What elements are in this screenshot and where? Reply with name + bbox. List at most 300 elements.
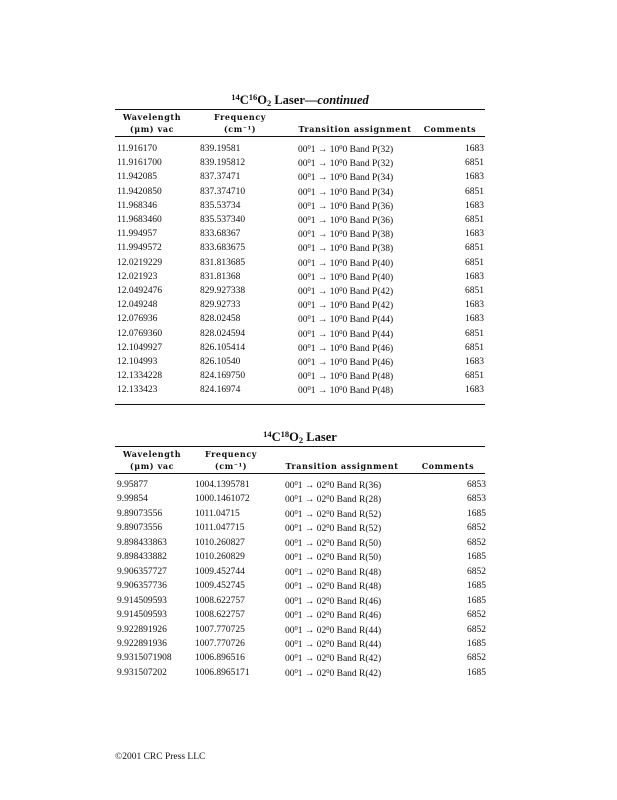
transition-part: 00 <box>298 145 308 155</box>
frequency-cell: 828.02458 <box>200 314 241 325</box>
transition-part: 00 <box>285 611 295 622</box>
transition-part: 1 → 10 <box>310 287 340 297</box>
transition-part: 0 <box>326 508 330 516</box>
table-row <box>0 538 617 552</box>
transition-part: 0 Band R(48) <box>329 567 382 578</box>
table-row <box>0 144 617 158</box>
wavelength-cell: 9.931507202 <box>117 667 167 678</box>
frequency-cell: 835.537340 <box>200 215 246 225</box>
transition-part: 0 <box>307 257 311 265</box>
transition-part: 1 → 02 <box>297 567 327 578</box>
transition-part: 1 → 10 <box>310 329 340 340</box>
transition-part: 00 <box>285 567 295 578</box>
transition-part: 00 <box>298 258 308 269</box>
transition-part: 0 <box>339 271 343 279</box>
comments-cell: 1683 <box>465 314 484 325</box>
transition-part: 0 Band P(42) <box>342 287 394 297</box>
table-row <box>0 610 617 624</box>
transition-part: 0 Band P(36) <box>342 216 394 226</box>
transition-part: 0 <box>294 494 298 502</box>
table-row <box>0 158 617 172</box>
transition-part: 1 → 10 <box>310 216 340 226</box>
comments-cell: 6851 <box>465 328 484 339</box>
header-text: (cm⁻¹) <box>223 124 257 134</box>
comments-cell: 1683 <box>465 144 484 154</box>
title-part: C <box>239 93 249 107</box>
wavelength-cell: 12.0492476 <box>117 286 163 296</box>
table-row <box>0 385 617 399</box>
transition-part: 0 <box>307 229 311 237</box>
title-part: 18 <box>280 429 290 439</box>
transition-part: 0 <box>294 523 298 531</box>
transition-part: 0 <box>307 342 311 350</box>
transition-cell <box>285 494 381 505</box>
transition-part: 0 <box>326 480 330 487</box>
frequency-cell: 1011.047715 <box>195 523 245 534</box>
frequency-cell: 1011.04715 <box>195 508 240 519</box>
table-row <box>0 639 617 653</box>
frequency-cell: 1007.770725 <box>195 624 245 635</box>
wavelength-cell: 11.9420850 <box>117 186 162 197</box>
wavelength-cell: 12.1334228 <box>117 371 163 382</box>
frequency-cell: 826.10540 <box>200 357 241 367</box>
wavelength-cell: 9.922891926 <box>117 624 167 635</box>
transition-part: 0 <box>307 385 311 393</box>
wavelength-cell: 12.076936 <box>117 314 158 325</box>
transition-part: 0 <box>326 610 330 618</box>
frequency-cell: 1010.260829 <box>195 552 245 563</box>
table-row <box>0 357 617 371</box>
transition-part: 0 <box>294 624 298 632</box>
transition-part: 0 <box>307 286 311 293</box>
transition-part: 0 <box>326 552 330 560</box>
table-row <box>0 286 617 300</box>
transition-part: 0 <box>307 300 311 308</box>
transition-cell <box>298 144 393 155</box>
comments-cell: 1683 <box>465 300 484 311</box>
table-row <box>0 272 617 286</box>
frequency-cell: 835.53734 <box>200 200 241 211</box>
transition-part: 0 <box>294 653 298 661</box>
wavelength-cell: 9.99854 <box>117 494 148 505</box>
transition-part: 0 Band R(50) <box>329 538 382 549</box>
transition-part: 0 <box>294 537 298 545</box>
transition-part: 0 <box>326 624 330 632</box>
comments-cell: 6853 <box>467 480 486 490</box>
transition-part: 00 <box>285 625 295 636</box>
comments-cell: 1683 <box>465 229 484 240</box>
frequency-cell: 839.195812 <box>200 158 246 169</box>
wavelength-cell: 11.9683460 <box>117 215 162 225</box>
header-text: (μm) vac <box>129 461 175 471</box>
comments-cell: 6851 <box>465 243 484 254</box>
transition-part: 0 Band R(52) <box>329 524 382 535</box>
transition-cell <box>285 625 381 636</box>
transition-part: 0 <box>307 357 311 364</box>
title-part: 14 <box>231 92 240 102</box>
header-wavelength <box>112 448 192 472</box>
wavelength-cell: 9.89073556 <box>117 523 163 534</box>
transition-part: 1 → 02 <box>297 553 327 564</box>
transition-part: 0 Band P(46) <box>342 358 394 368</box>
transition-part: 00 <box>298 315 308 326</box>
frequency-cell: 824.169750 <box>200 371 246 382</box>
bottom-rule <box>115 404 485 405</box>
table-row <box>0 668 617 682</box>
header-text: Wavelength <box>122 449 182 459</box>
transition-part: 1 → 02 <box>297 639 327 650</box>
transition-part: 0 <box>339 158 343 166</box>
transition-part: 0 <box>294 595 298 603</box>
header-transition: Transition assignment <box>285 461 399 471</box>
transition-cell <box>298 158 393 169</box>
wavelength-cell: 9.898433863 <box>117 537 167 548</box>
table-row <box>0 201 617 215</box>
frequency-cell: 829.92733 <box>200 300 241 311</box>
wavelength-cell: 11.968346 <box>117 200 158 211</box>
header-rule <box>115 473 485 474</box>
transition-part: 0 Band R(46) <box>329 611 382 622</box>
comments-cell: 6851 <box>465 286 484 296</box>
comments-cell: 6852 <box>467 523 486 534</box>
comments-cell: 6851 <box>465 215 484 225</box>
table-row <box>0 653 617 667</box>
transition-cell <box>298 243 393 254</box>
transition-part: 1 → 10 <box>310 386 340 397</box>
table-row <box>0 494 617 508</box>
comments-cell: 6851 <box>465 257 484 268</box>
transition-part: 0 Band R(46) <box>329 596 382 607</box>
header-text: (μm) vac <box>129 124 175 134</box>
transition-part: 0 <box>339 200 343 208</box>
transition-part: 0 <box>339 144 343 151</box>
transition-part: 0 <box>294 667 298 675</box>
transition-part: 00 <box>298 230 308 241</box>
transition-part: 0 Band P(38) <box>342 230 394 241</box>
transition-part: 1 → 02 <box>297 611 327 622</box>
table-row <box>0 258 617 272</box>
table-row <box>0 314 617 328</box>
comments-cell: 1685 <box>467 552 486 563</box>
comments-cell: 1685 <box>467 638 486 649</box>
transition-part: 0 <box>339 385 343 393</box>
transition-part: 0 <box>307 200 311 208</box>
frequency-cell: 839.19581 <box>200 144 241 154</box>
transition-part: 0 Band P(40) <box>342 272 394 283</box>
wavelength-cell: 9.95877 <box>117 480 148 490</box>
transition-part: 0 <box>307 314 311 322</box>
transition-part: 0 <box>307 271 311 279</box>
transition-cell <box>285 538 381 549</box>
transition-part: 0 <box>294 581 298 589</box>
transition-part: 1 → 10 <box>310 173 340 184</box>
comments-cell: 1683 <box>465 200 484 211</box>
transition-part: 0 Band R(44) <box>329 639 382 650</box>
frequency-cell: 824.16974 <box>200 385 241 396</box>
transition-part: 1 → 02 <box>297 495 327 506</box>
transition-cell <box>298 172 393 183</box>
transition-part: 1 → 10 <box>310 315 340 326</box>
header-text: (cm⁻¹) <box>214 461 248 471</box>
transition-cell <box>285 480 381 491</box>
comments-cell: 1685 <box>467 595 486 606</box>
transition-cell <box>298 385 393 396</box>
transition-part: 0 <box>307 172 311 180</box>
transition-cell <box>285 567 381 578</box>
transition-part: 0 Band P(36) <box>342 201 394 212</box>
table-row <box>0 552 617 566</box>
transition-part: 0 Band R(52) <box>329 509 382 520</box>
wavelength-cell: 12.0219229 <box>117 257 163 268</box>
transition-part: 0 <box>339 371 343 379</box>
title-part: Laser— <box>271 93 318 107</box>
frequency-cell: 1009.452745 <box>195 581 245 592</box>
table-row <box>0 509 617 523</box>
header-text: Wavelength <box>122 112 182 122</box>
transition-part: 00 <box>298 372 308 383</box>
comments-cell: 1683 <box>465 271 484 282</box>
table-row <box>0 172 617 186</box>
transition-part: 0 Band P(32) <box>342 159 394 170</box>
transition-part: 00 <box>285 538 295 549</box>
transition-part: 0 <box>326 653 330 661</box>
transition-part: 1 → 10 <box>310 201 340 212</box>
transition-cell <box>285 610 381 621</box>
wavelength-cell: 11.994957 <box>117 229 158 240</box>
transition-part: 0 <box>307 371 311 379</box>
table-title <box>115 429 485 445</box>
transition-part: 0 <box>326 537 330 545</box>
transition-part: 0 <box>326 595 330 603</box>
transition-part: 1 → 02 <box>297 524 327 535</box>
transition-part: 0 <box>339 342 343 350</box>
table-row <box>0 523 617 537</box>
top-rule <box>115 446 485 447</box>
transition-part: 0 Band P(46) <box>342 343 394 354</box>
table-row <box>0 229 617 243</box>
transition-part: 00 <box>298 301 308 312</box>
transition-part: 00 <box>298 201 308 212</box>
wavelength-cell: 11.9161700 <box>117 158 162 169</box>
transition-part: 0 <box>339 229 343 237</box>
transition-part: 1 → 10 <box>310 358 340 368</box>
transition-cell <box>298 201 393 212</box>
transition-part: 0 <box>294 552 298 560</box>
frequency-cell: 1004.1395781 <box>195 480 250 490</box>
frequency-cell: 831.81368 <box>200 271 241 282</box>
transition-part: 0 <box>339 257 343 265</box>
frequency-cell: 1010.260827 <box>195 537 245 548</box>
transition-part: 0 <box>294 508 298 516</box>
frequency-cell: 831.813685 <box>200 257 246 268</box>
transition-part: 0 <box>339 172 343 180</box>
title-part: 2 <box>298 435 304 445</box>
transition-cell <box>285 639 381 650</box>
transition-part: 0 Band P(38) <box>342 244 394 255</box>
transition-part: 0 <box>307 186 311 194</box>
frequency-cell: 1007.770726 <box>195 638 245 649</box>
transition-part: 1 → 10 <box>310 272 340 283</box>
transition-part: 00 <box>298 386 308 397</box>
transition-cell <box>285 596 381 607</box>
table-row <box>0 343 617 357</box>
transition-part: 1 → 02 <box>297 481 327 491</box>
frequency-cell: 826.105414 <box>200 342 246 353</box>
frequency-cell: 1008.622757 <box>195 595 245 606</box>
transition-cell <box>285 653 381 664</box>
transition-part: 1 → 02 <box>297 596 327 607</box>
frequency-cell: 1009.452744 <box>195 566 245 577</box>
transition-part: 1 → 10 <box>310 145 340 155</box>
transition-part: 0 <box>326 494 330 502</box>
frequency-cell: 837.37471 <box>200 172 241 183</box>
header-text: Frequency <box>204 449 258 459</box>
comments-cell: 6852 <box>467 624 486 635</box>
comments-cell: 6852 <box>467 537 486 548</box>
transition-part: 00 <box>298 244 308 255</box>
transition-cell <box>298 258 393 269</box>
transition-cell <box>298 329 393 340</box>
header-comments: Comments <box>421 461 475 471</box>
transition-part: 00 <box>298 173 308 184</box>
transition-cell <box>298 215 393 226</box>
wavelength-cell: 12.049248 <box>117 300 158 311</box>
header-text: Frequency <box>213 112 267 122</box>
comments-cell: 1683 <box>465 172 484 183</box>
title-part: O <box>257 93 267 107</box>
wavelength-cell: 9.906357736 <box>117 581 167 592</box>
transition-part: 00 <box>298 272 308 283</box>
transition-part: 0 <box>326 667 330 675</box>
transition-cell <box>285 509 381 520</box>
wavelength-cell: 11.942085 <box>117 172 158 183</box>
frequency-cell: 828.024594 <box>200 328 246 339</box>
comments-cell: 6851 <box>465 342 484 353</box>
transition-part: 0 Band R(42) <box>329 654 382 665</box>
table-row <box>0 187 617 201</box>
header-wavelength <box>112 111 192 135</box>
table-row <box>0 243 617 257</box>
transition-part: 1 → 02 <box>297 582 327 593</box>
frequency-cell: 1000.1461072 <box>195 494 250 505</box>
title-part: 16 <box>248 92 258 102</box>
comments-cell: 6852 <box>467 566 486 577</box>
wavelength-cell: 12.0769360 <box>117 328 163 339</box>
transition-part: 0 <box>339 300 343 308</box>
transition-part: 00 <box>285 481 295 491</box>
comments-cell: 1685 <box>467 667 486 678</box>
transition-cell <box>298 286 393 297</box>
transition-part: 0 <box>339 286 343 293</box>
comments-cell: 6852 <box>467 653 486 664</box>
transition-part: 1 → 10 <box>310 258 340 269</box>
transition-part: 0 Band P(48) <box>342 386 394 397</box>
frequency-cell: 833.683675 <box>200 243 246 254</box>
table-row <box>0 567 617 581</box>
transition-part: 0 <box>294 638 298 646</box>
comments-cell: 6851 <box>465 158 484 169</box>
transition-cell <box>298 187 393 198</box>
title-part: O <box>289 430 299 444</box>
frequency-cell: 1008.622757 <box>195 610 245 621</box>
transition-part: 00 <box>298 329 308 340</box>
transition-part: 0 Band R(44) <box>329 625 382 636</box>
transition-part: 1 → 02 <box>297 538 327 549</box>
transition-part: 0 Band R(48) <box>329 582 382 593</box>
transition-part: 0 <box>307 144 311 151</box>
table-row <box>0 596 617 610</box>
transition-part: 1 → 10 <box>310 159 340 170</box>
transition-cell <box>285 552 381 563</box>
transition-part: 0 <box>307 158 311 166</box>
comments-cell: 1685 <box>467 581 486 592</box>
transition-part: 0 <box>307 243 311 251</box>
transition-part: 1 → 10 <box>310 187 340 198</box>
title-part: continued <box>317 93 369 107</box>
top-rule <box>115 109 485 110</box>
wavelength-cell: 9.89073556 <box>117 508 163 519</box>
transition-part: 0 Band R(28) <box>329 495 382 506</box>
header-rule <box>115 136 485 137</box>
wavelength-cell: 12.104993 <box>117 357 158 367</box>
transition-part: 0 <box>339 357 343 364</box>
transition-part: 00 <box>298 187 308 198</box>
transition-part: 00 <box>285 639 295 650</box>
title-part: 2 <box>266 98 272 108</box>
transition-part: 0 <box>326 566 330 574</box>
transition-part: 00 <box>285 582 295 593</box>
transition-part: 1 → 10 <box>310 372 340 383</box>
transition-part: 0 <box>326 638 330 646</box>
transition-part: 0 <box>307 328 311 336</box>
transition-part: 00 <box>285 495 295 506</box>
header-frequency <box>205 111 275 135</box>
frequency-cell: 829.927338 <box>200 286 246 296</box>
transition-part: 1 → 02 <box>297 654 327 665</box>
frequency-cell: 833.68367 <box>200 229 241 240</box>
transition-part: 0 <box>307 215 311 222</box>
transition-part: 0 Band P(48) <box>342 372 394 383</box>
wavelength-cell: 12.021923 <box>117 271 158 282</box>
frequency-cell: 1006.8965171 <box>195 667 250 678</box>
comments-cell: 1685 <box>467 508 486 519</box>
frequency-cell: 837.374710 <box>200 186 246 197</box>
transition-part: 00 <box>298 343 308 354</box>
table-row <box>0 625 617 639</box>
wavelength-cell: 9.914509593 <box>117 610 167 621</box>
transition-part: 1 → 02 <box>297 625 327 636</box>
title-part: Laser <box>303 430 337 444</box>
transition-part: 0 <box>294 480 298 487</box>
transition-part: 1 → 02 <box>297 509 327 520</box>
title-part: 14 <box>263 429 272 439</box>
transition-cell <box>298 229 393 240</box>
transition-part: 0 Band P(42) <box>342 301 394 312</box>
transition-part: 00 <box>285 553 295 564</box>
transition-part: 0 <box>294 610 298 618</box>
wavelength-cell: 11.9949572 <box>117 243 162 254</box>
transition-cell <box>298 371 393 382</box>
wavelength-cell: 9.898433882 <box>117 552 167 563</box>
table-row <box>0 581 617 595</box>
transition-cell <box>298 272 393 283</box>
comments-cell: 6853 <box>467 494 486 505</box>
transition-cell <box>285 523 381 534</box>
transition-part: 0 Band P(34) <box>342 187 394 198</box>
transition-part: 00 <box>285 509 295 520</box>
transition-part: 0 <box>339 243 343 251</box>
transition-cell <box>298 314 393 325</box>
